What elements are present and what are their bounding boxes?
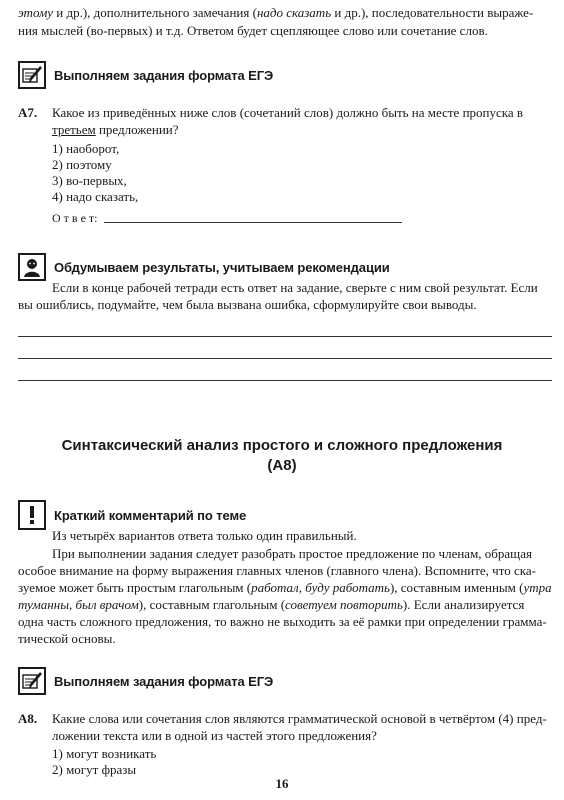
underlined-word: третьем xyxy=(52,122,96,137)
italic-example: утра xyxy=(523,580,552,595)
page-number: 16 xyxy=(275,776,289,791)
intro-italic-2: надо сказать xyxy=(256,5,332,20)
section-title: Выполняем задания формата ЕГЭ xyxy=(54,67,274,83)
exclamation-icon xyxy=(18,500,46,530)
intro-line-1 xyxy=(18,4,533,21)
intro-text-1: и др.), дополнительного замечания ( xyxy=(53,5,257,20)
writing-line-2[interactable] xyxy=(18,358,552,359)
comment-p2-line2: особое внимание на форму выражения главных членов (главного члена). Вспомните, что ска- xyxy=(18,563,536,578)
writing-line-3[interactable] xyxy=(18,380,552,381)
pencil-notebook-icon xyxy=(18,61,46,89)
section-header-results xyxy=(18,252,390,282)
question-number-a8: А8. xyxy=(18,711,38,726)
comment-p2-line1: При выполнении задания следует разобрать простое предложение по членам, обращая xyxy=(52,546,532,561)
intro-line-2: ния мыслей (во-первых) и т.д. Ответом будет сцепляющее слово или сочетание слов. xyxy=(18,23,488,38)
question-text-a8-line2: ложении текста или в одной из частей этого предложения? xyxy=(52,728,377,743)
section-title: Выполняем задания формата ЕГЭ xyxy=(54,673,274,689)
italic-example: работал, буду работать xyxy=(251,580,390,595)
option-3: 3) во-первых, xyxy=(52,173,127,188)
question-number-a7: А7. xyxy=(18,105,38,120)
answer-label: О т в е т: xyxy=(52,211,98,225)
section-header-ege-2 xyxy=(18,666,273,696)
writing-line-1[interactable] xyxy=(18,336,552,337)
answer-line[interactable] xyxy=(104,222,402,223)
italic-example: советуем повторить xyxy=(285,597,403,612)
option-2: 2) могут фразы xyxy=(52,762,137,777)
question-text-a8-line1: Какие слова или сочетания слов являются грамматической основой в четвёртом (4) пред- xyxy=(52,711,547,726)
comment-p2-line4 xyxy=(18,596,524,613)
text-segment: зуемое может быть простым глагольным ( xyxy=(18,580,252,595)
text-segment: ), составным глагольным ( xyxy=(138,597,286,612)
results-text-line1: Если в конце рабочей тетради есть ответ на задание, сверьте с ним свой результат. Если xyxy=(52,280,538,295)
topic-heading-line1: Синтаксический анализ простого и сложного предложения xyxy=(61,437,503,454)
question-text-rest: предложении? xyxy=(95,122,179,137)
section-header-ege-1 xyxy=(18,60,273,90)
text-segment: ). Если анализируется xyxy=(402,597,525,612)
thinking-person-icon xyxy=(18,253,46,281)
intro-italic-1: этому xyxy=(18,5,54,20)
pencil-notebook-icon xyxy=(18,667,46,695)
comment-p2-line3 xyxy=(18,579,552,596)
comment-p1: Из четырёх вариантов ответа только один правильный. xyxy=(52,528,357,543)
comment-p2-line6: тической основы. xyxy=(18,631,116,646)
topic-heading-line2: (А8) xyxy=(267,457,297,474)
text-segment: ), составным именным ( xyxy=(389,580,524,595)
question-text-a7-line1: Какое из приведённых ниже слов (сочетаний слов) должно быть на месте пропуска в xyxy=(52,105,524,120)
section-title: Обдумываем результаты, учитываем рекомендации xyxy=(54,259,390,275)
intro-text-2: и др.), последовательности выраже- xyxy=(331,5,534,20)
option-4: 4) надо сказать, xyxy=(52,189,139,204)
results-text-line2: вы ошиблись, подумайте, чем была вызвана ошибка, сформулируйте свои выводы. xyxy=(18,297,477,312)
option-1: 1) наоборот, xyxy=(52,141,120,156)
option-2: 2) поэтому xyxy=(52,157,112,172)
question-text-a7-line2 xyxy=(52,121,179,138)
comment-p2-line5: одна часть сложного предложения, то важно не выходить за её рамки при определении грамма- xyxy=(18,614,547,629)
section-header-comment xyxy=(18,500,246,530)
italic-example: туманны, был врачом xyxy=(18,597,139,612)
section-title: Краткий комментарий по теме xyxy=(54,507,247,523)
option-1: 1) могут возникать xyxy=(52,746,157,761)
